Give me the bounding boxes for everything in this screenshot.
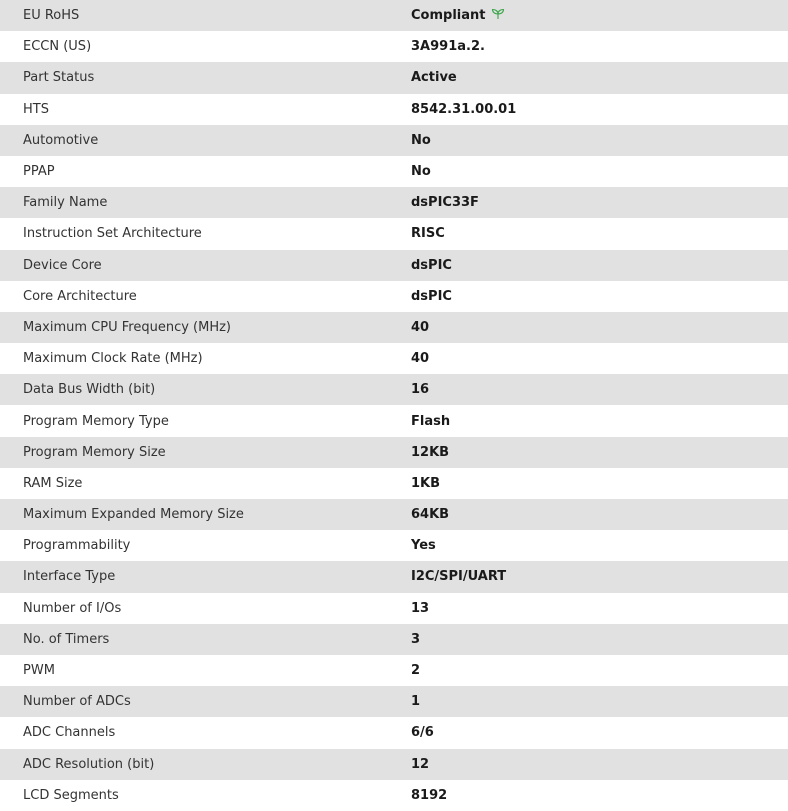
spec-row-lcd-segments (0, 780, 788, 811)
spec-row-programmability (0, 530, 788, 561)
spec-row-eu-rohs (0, 0, 788, 31)
spec-label: Instruction Set Architecture (23, 226, 202, 242)
spec-label: Maximum Clock Rate (MHz) (23, 351, 203, 367)
spec-value: 2 (411, 663, 421, 679)
spec-value: No (411, 164, 431, 180)
spec-row-max-expanded-memory (0, 499, 788, 530)
spec-label: Number of ADCs (23, 694, 131, 710)
spec-row-automotive (0, 125, 788, 156)
spec-value: dsPIC (411, 257, 452, 273)
spec-row-ram-size (0, 468, 788, 499)
spec-value: 3 (411, 631, 421, 647)
spec-row-max-clock-rate (0, 343, 788, 374)
spec-value: 12KB (411, 444, 450, 460)
spec-row-timers (0, 624, 788, 655)
spec-label: No. of Timers (23, 631, 110, 647)
spec-value: dsPIC33F (411, 195, 479, 211)
spec-value: dsPIC (411, 288, 452, 304)
spec-value: RISC (411, 226, 445, 242)
spec-value: No (411, 132, 431, 148)
spec-row-ppap (0, 156, 788, 187)
spec-value: 3A991a.2. (411, 39, 485, 55)
spec-label: HTS (23, 101, 49, 117)
spec-row-interface-type (0, 561, 788, 592)
spec-value: 1KB (411, 475, 441, 491)
spec-label: PPAP (23, 164, 55, 180)
spec-label: Device Core (23, 257, 102, 273)
spec-label: ADC Resolution (bit) (23, 756, 155, 772)
spec-value: Flash (411, 413, 451, 429)
spec-label: Data Bus Width (bit) (23, 382, 156, 398)
spec-value: 40 (411, 351, 430, 367)
spec-label: Program Memory Type (23, 413, 169, 429)
spec-value: 1 (411, 694, 421, 710)
spec-row-number-of-adcs (0, 686, 788, 717)
spec-label: Part Status (23, 70, 95, 86)
spec-value: 6/6 (411, 725, 434, 741)
spec-value: 8192 (411, 787, 448, 803)
spec-value: 8542.31.00.01 (411, 101, 517, 117)
spec-row-program-memory-type (0, 405, 788, 436)
spec-row-isa (0, 218, 788, 249)
spec-row-adc-resolution (0, 749, 788, 780)
spec-label: Number of I/Os (23, 600, 122, 616)
spec-label: EU RoHS (23, 8, 80, 24)
spec-label: Program Memory Size (23, 444, 166, 460)
spec-value: 13 (411, 600, 430, 616)
spec-label: Maximum Expanded Memory Size (23, 507, 244, 523)
spec-label: RAM Size (23, 475, 83, 491)
spec-value: Yes (411, 538, 436, 554)
spec-value: Active (411, 70, 457, 86)
spec-row-part-status (0, 62, 788, 93)
spec-label: ECCN (US) (23, 39, 92, 55)
spec-label: PWM (23, 663, 55, 679)
spec-row-program-memory-size (0, 437, 788, 468)
spec-label: LCD Segments (23, 787, 119, 803)
leaf-icon (491, 8, 505, 20)
spec-value: 12 (411, 756, 430, 772)
spec-label: Core Architecture (23, 288, 137, 304)
spec-label: Interface Type (23, 569, 116, 585)
spec-row-eccn (0, 31, 788, 62)
spec-value: I2C/SPI/UART (411, 569, 507, 585)
spec-value: 64KB (411, 507, 450, 523)
spec-label: Family Name (23, 195, 108, 211)
spec-row-core-architecture (0, 281, 788, 312)
spec-row-max-cpu-frequency (0, 312, 788, 343)
spec-label: Programmability (23, 538, 131, 554)
spec-label: Maximum CPU Frequency (MHz) (23, 319, 231, 335)
spec-row-family-name (0, 187, 788, 218)
spec-label: Automotive (23, 132, 99, 148)
spec-row-hts (0, 94, 788, 125)
spec-row-number-of-ios (0, 593, 788, 624)
spec-value: Compliant (411, 8, 486, 24)
spec-label: ADC Channels (23, 725, 116, 741)
spec-value: 40 (411, 319, 430, 335)
spec-value: 16 (411, 382, 430, 398)
spec-row-device-core (0, 250, 788, 281)
spec-value-cell (411, 0, 788, 31)
spec-row-data-bus-width (0, 374, 788, 405)
spec-row-adc-channels (0, 717, 788, 748)
spec-row-pwm (0, 655, 788, 686)
